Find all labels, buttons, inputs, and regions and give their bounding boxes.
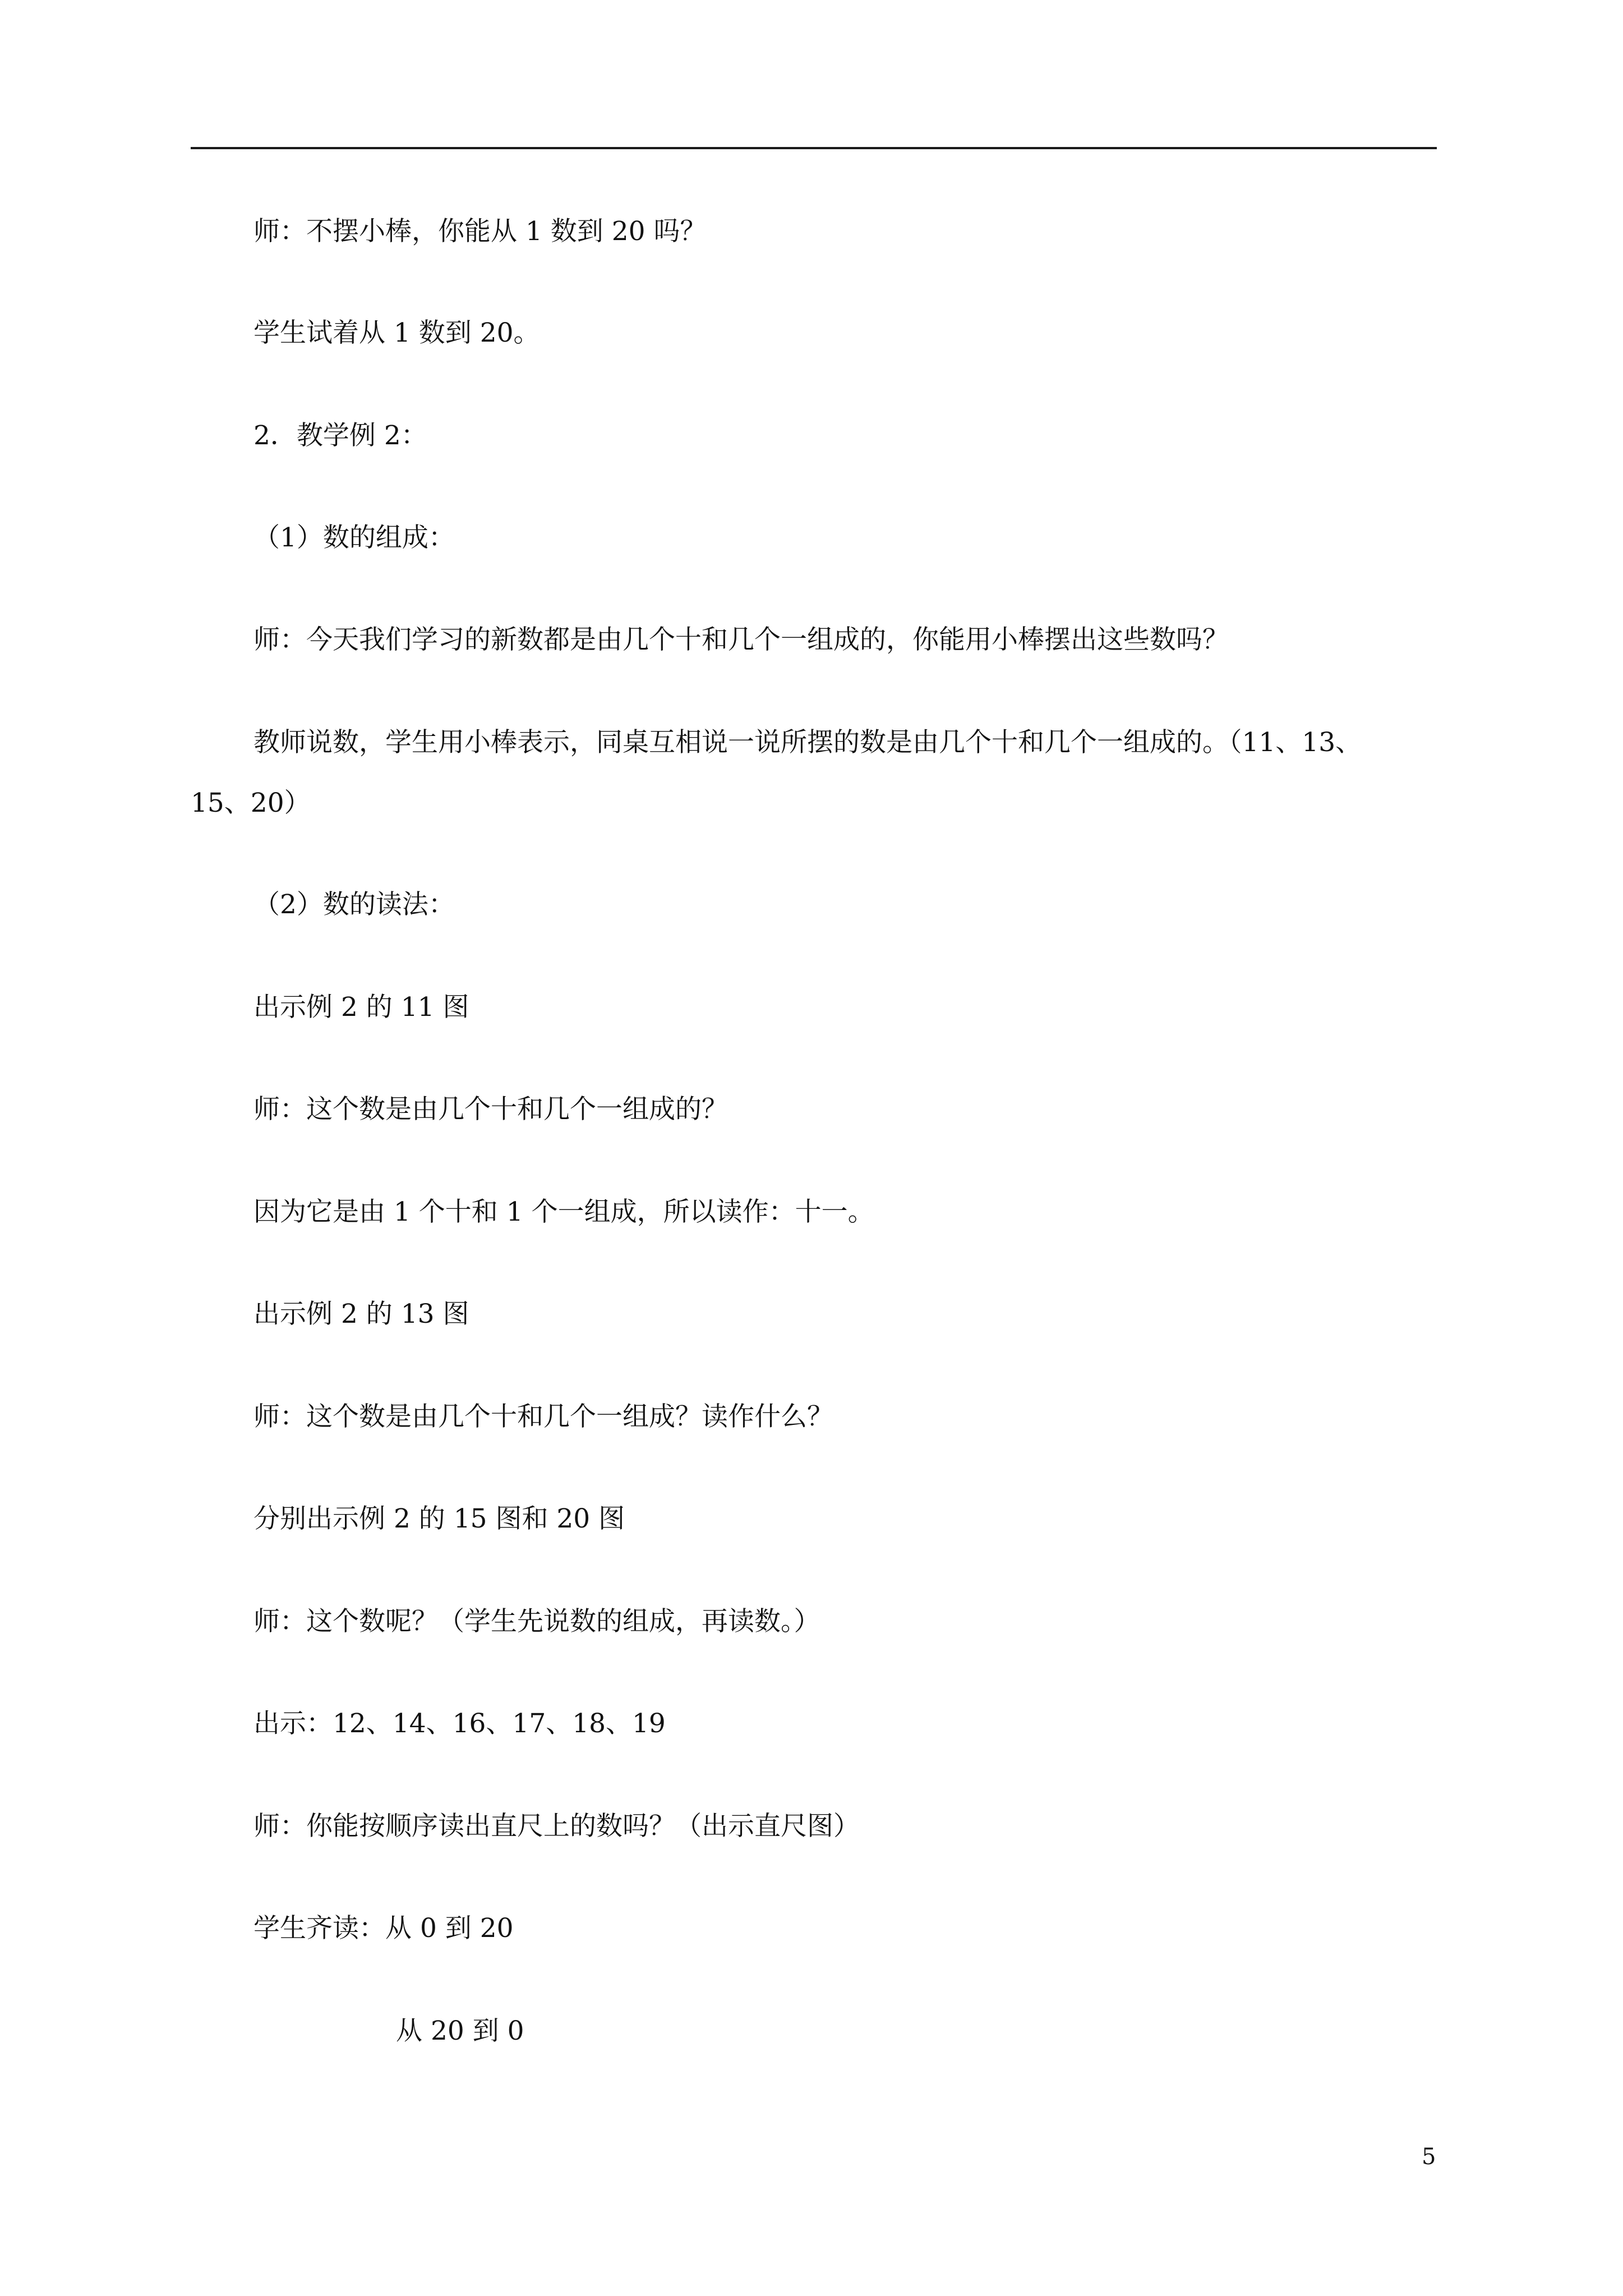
paragraph-line: 教师说数，学生用小棒表示，同桌互相说一说所摆的数是由几个十和几个一组成的。（11、13、 [253, 727, 1362, 758]
paragraph-line: 学生齐读：从 0 到 20 [253, 1913, 514, 1944]
paragraph-line: 师：不摆小棒，你能从 1 数到 20 吗？ [253, 216, 707, 247]
paragraph-line: 学生试着从 1 数到 20。 [253, 318, 540, 348]
paragraph-line: 师：这个数是由几个十和几个一组成？读作什么？ [253, 1401, 833, 1432]
paragraph-line-indented: 从 20 到 0 [396, 2016, 524, 2046]
subsection-heading: （2）数的读法： [253, 889, 455, 920]
paragraph-line: 师：你能按顺序读出直尺上的数吗？（出示直尺图） [253, 1811, 860, 1842]
paragraph-line-continuation: 15、20） [191, 788, 311, 818]
paragraph-line: 师：今天我们学习的新数都是由几个十和几个一组成的，你能用小棒摆出这些数吗？ [253, 624, 1229, 655]
page-number: 5 [1422, 2144, 1436, 2170]
paragraph-line: 出示例 2 的 13 图 [253, 1299, 469, 1329]
header-rule [191, 147, 1437, 149]
section-heading: 2．教学例 2： [253, 420, 427, 451]
paragraph-line: 分别出示例 2 的 15 图和 20 图 [253, 1503, 625, 1534]
paragraph-line: 出示：12、14、16、17、18、19 [253, 1708, 666, 1739]
subsection-heading: （1）数的组成： [253, 522, 455, 553]
paragraph-line: 师：这个数呢？（学生先说数的组成，再读数。） [253, 1606, 820, 1637]
paragraph-line: 出示例 2 的 11 图 [253, 992, 469, 1023]
paragraph-line: 因为它是由 1 个十和 1 个一组成，所以读作：十一。 [253, 1197, 874, 1227]
paragraph-line: 师：这个数是由几个十和几个一组成的？ [253, 1094, 728, 1125]
